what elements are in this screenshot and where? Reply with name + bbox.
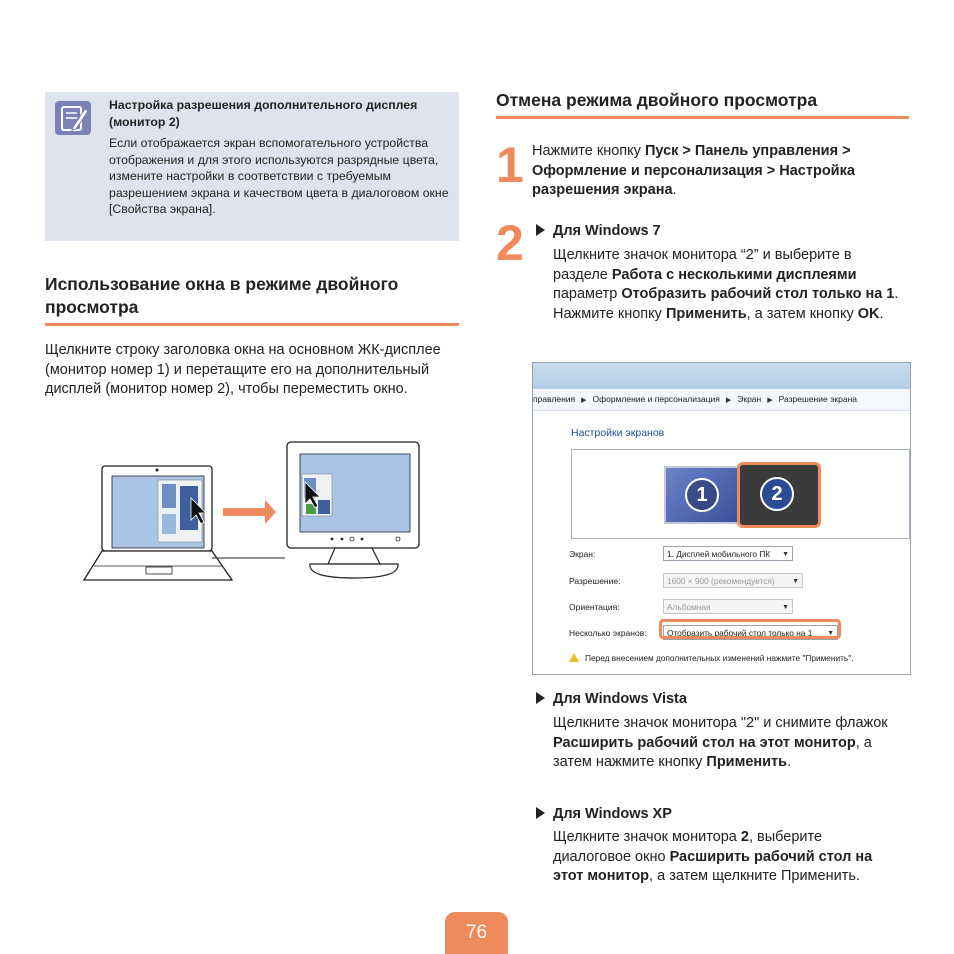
resolution-select[interactable]: 1600 × 900 (рекомендуется) ▼	[663, 573, 803, 588]
dropdown-arrow-icon: ▼	[782, 604, 789, 611]
chevron-right-icon: ▶	[725, 397, 732, 404]
windows-7-heading: Для Windows 7	[536, 222, 661, 241]
note-title: Настройка разрешения дополнительного дисплея (монитор 2)	[109, 98, 418, 129]
breadcrumb	[533, 389, 910, 411]
monitor-arrangement-panel	[571, 449, 910, 539]
step-number-2: 2	[496, 215, 524, 271]
section-heading-cancel: Отмена режима двойного просмотра	[496, 90, 818, 110]
screens-settings-heading: Настройки экранов	[571, 427, 665, 439]
monitor-1-icon[interactable]: 1	[664, 466, 740, 524]
screen-label: Экран:	[569, 549, 596, 559]
dropdown-arrow-icon: ▼	[792, 578, 799, 585]
bullet-triangle-icon	[536, 692, 545, 704]
breadcrumb-item[interactable]: Разрешение экрана	[778, 394, 858, 404]
orientation-select[interactable]: Альбомная ▼	[663, 599, 793, 614]
highlight-ring	[659, 619, 841, 639]
pencil-note-icon	[55, 101, 91, 135]
breadcrumb-item[interactable]: Экран	[737, 394, 762, 404]
heading-rule	[45, 323, 459, 326]
orientation-label: Ориентация:	[569, 602, 620, 612]
dropdown-arrow-icon: ▼	[782, 551, 789, 558]
note-body: Если отображается экран вспомогательного устройства отображения и для этого используются разрядные цвета, измените настройки в соответствии с требуемым разрешением экрана и качеством цвета в диалоговом окне [Свойства экрана].	[109, 136, 449, 217]
bullet-triangle-icon	[536, 807, 545, 819]
chevron-right-icon: ▶	[581, 397, 587, 404]
multiple-displays-label: Несколько экранов:	[569, 628, 647, 638]
windows-vista-text: Щелкните значок монитора "2" и снимите флажок Расширить рабочий стол на этот монитор, а затем нажмите кнопку Применить.	[553, 715, 888, 770]
page-number: 76	[445, 912, 508, 954]
bullet-triangle-icon	[536, 224, 545, 236]
step-number-1: 1	[496, 137, 524, 193]
breadcrumb-item[interactable]: Оформление и персонализация	[592, 394, 720, 404]
monitor-2-icon[interactable]: 2	[737, 462, 821, 528]
dual-view-paragraph: Щелкните строку заголовка окна на основном ЖК-дисплее (монитор номер 1) и перетащите его на дополнительный дисплей (монитор номер 2), чтобы переместить окно.	[45, 342, 441, 397]
windows-7-text: Щелкните значок монитора “2” и выберите в разделе Работа с несколькими дисплеями параметр Отобразить рабочий стол только на 1. Нажмите кнопку Применить, а затем кнопку OK.	[553, 247, 899, 322]
breadcrumb-item[interactable]: правления	[533, 394, 576, 404]
multiple-displays-select[interactable]: Отобразить рабочий стол только на 1 ▼	[663, 625, 838, 640]
dropdown-arrow-icon: ▼	[827, 630, 834, 637]
chevron-right-icon: ▶	[767, 397, 773, 404]
apply-warning: Перед внесением дополнительных изменений нажмите "Применить".	[569, 653, 854, 663]
laptop-to-monitor-illustration	[80, 438, 425, 583]
warning-icon	[569, 653, 579, 662]
resolution-label: Разрешение:	[569, 576, 621, 586]
screen-select[interactable]: 1. Дисплей мобильного ПК ▼	[663, 546, 793, 561]
step-1-text: Нажмите кнопку Пуск > Панель управления > Оформление и персонализация > Настройка разрешения экрана.	[532, 143, 855, 198]
heading-rule	[496, 116, 909, 119]
section-heading-dual-view: Использование окна в режиме двойного просмотра	[45, 274, 399, 317]
windows-vista-heading: Для Windows Vista	[536, 690, 687, 709]
window-titlebar	[533, 363, 910, 389]
windows-xp-heading: Для Windows XP	[536, 805, 672, 824]
windows-xp-text: Щелкните значок монитора 2, выберите диалоговое окно Расширить рабочий стол на этот монитор, а затем щелкните Применить.	[553, 829, 873, 884]
screen-resolution-screenshot	[532, 362, 911, 675]
